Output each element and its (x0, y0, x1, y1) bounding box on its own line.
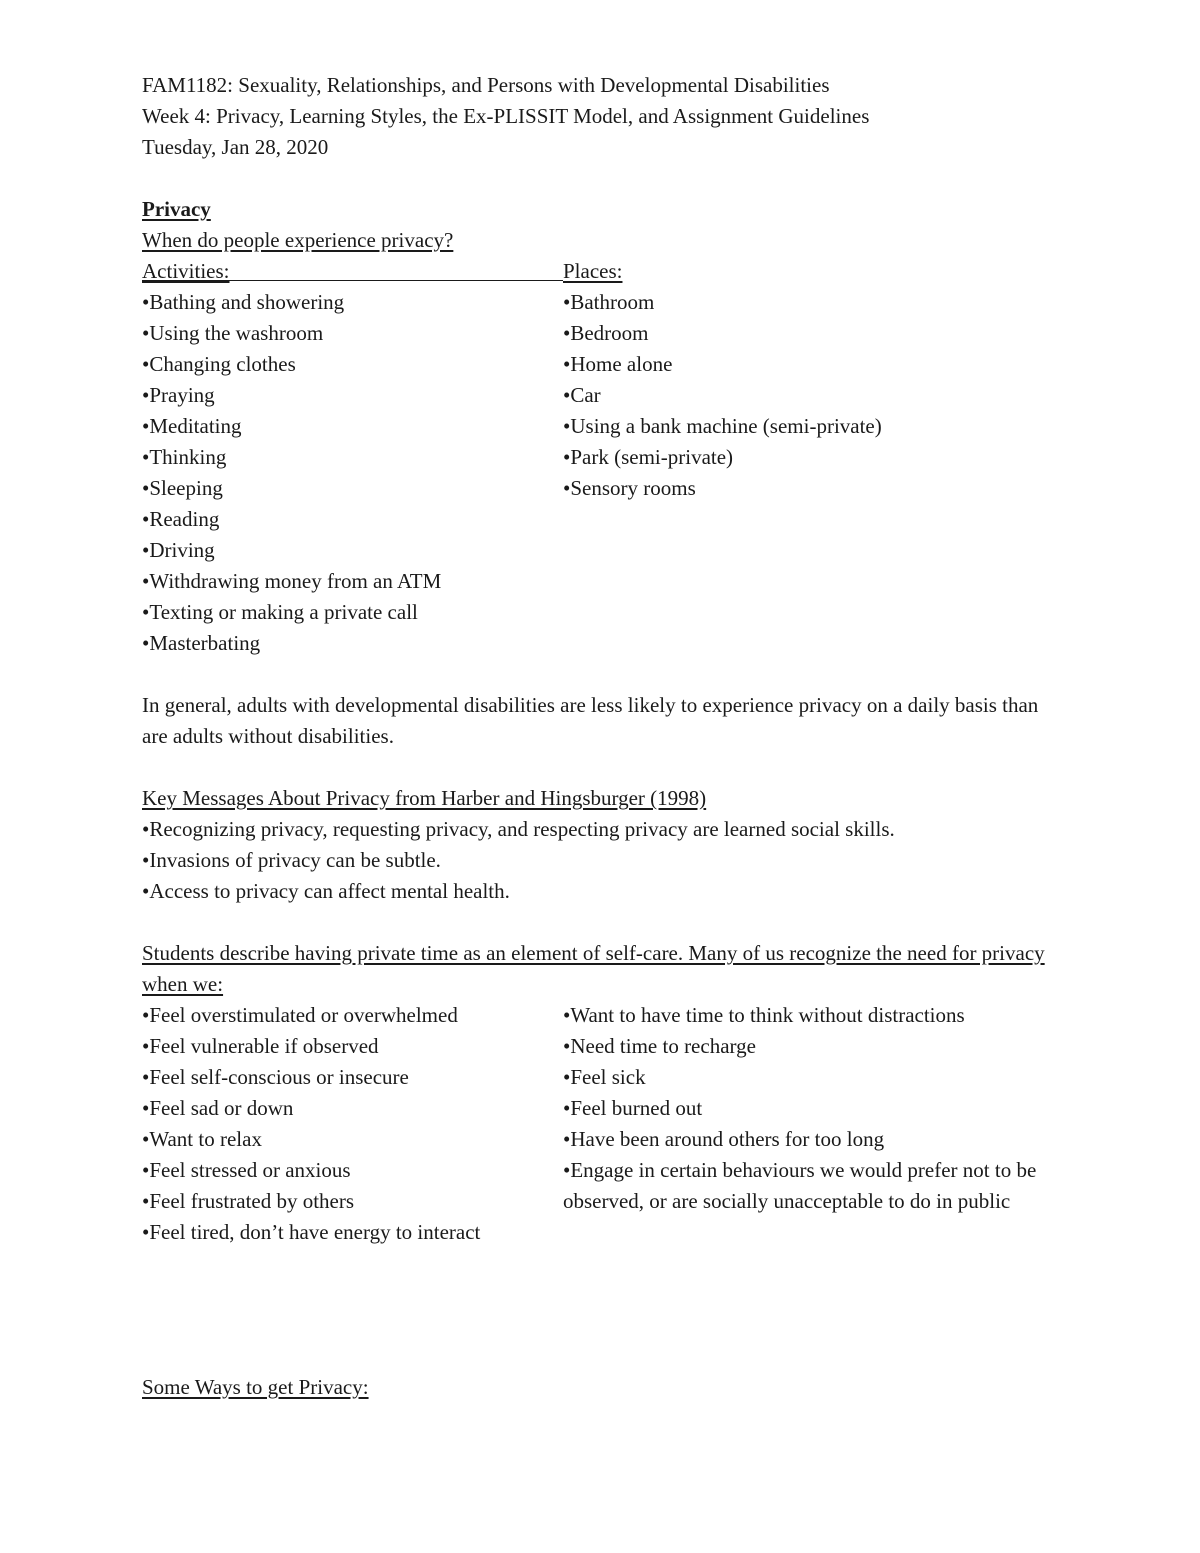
places-label: Places: (563, 259, 623, 283)
self-care-item: •Feel sick (563, 1065, 646, 1089)
general-statement: In general, adults with developmental disabilities are less likely to experience privacy on a daily basis than are adults without disabilities. (142, 693, 1039, 748)
activities-places-header (142, 256, 1062, 287)
course-title: FAM1182: Sexuality, Relationships, and Persons with Developmental Disabilities (142, 73, 830, 97)
place-item: •Car (563, 383, 601, 407)
self-care-item: •Feel stressed or anxious (142, 1158, 351, 1182)
activity-item: •Changing clothes (142, 352, 296, 376)
place-item: •Bedroom (563, 321, 649, 345)
self-care-item: •Have been around others for too long (563, 1127, 885, 1151)
activity-item: •Using the washroom (142, 321, 324, 345)
privacy-question: When do people experience privacy? (142, 228, 454, 252)
key-message-item: •Recognizing privacy, requesting privacy, and respecting privacy are learned social skills. (142, 817, 895, 841)
ways-to-get-privacy-heading: Some Ways to get Privacy: (142, 1375, 369, 1399)
key-messages-heading: Key Messages About Privacy from Harber and Hingsburger (1998) (142, 786, 707, 810)
place-item: •Park (semi-private) (563, 445, 734, 469)
self-care-item: •Feel vulnerable if observed (142, 1034, 379, 1058)
self-care-item: •Feel burned out (563, 1096, 703, 1120)
activity-item: •Praying (142, 383, 215, 407)
self-care-item: •Feel tired, don’t have energy to interact (142, 1220, 481, 1244)
lecture-date: Tuesday, Jan 28, 2020 (142, 135, 329, 159)
self-care-item: •Need time to recharge (563, 1034, 756, 1058)
activity-item: •Withdrawing money from an ATM (142, 569, 442, 593)
key-message-item: •Access to privacy can affect mental health. (142, 879, 510, 903)
self-care-left-list (142, 1000, 563, 1248)
privacy-heading: Privacy (142, 197, 211, 221)
place-item: •Home alone (563, 352, 673, 376)
activity-item: •Meditating (142, 414, 242, 438)
place-item: •Sensory rooms (563, 476, 696, 500)
self-care-heading: Students describe having private time as an element of self-care. Many of us recognize the need for privacy when we: (142, 941, 1045, 996)
activity-item: •Bathing and showering (142, 290, 345, 314)
week-title: Week 4: Privacy, Learning Styles, the Ex-PLISSIT Model, and Assignment Guidelines (142, 104, 870, 128)
activities-list (142, 287, 563, 659)
key-message-item: •Invasions of privacy can be subtle. (142, 848, 441, 872)
place-item: •Using a bank machine (semi-private) (563, 414, 882, 438)
self-care-columns (142, 1000, 1062, 1248)
activity-item: •Masterbating (142, 631, 261, 655)
self-care-item: •Want to have time to think without distractions (563, 1003, 965, 1027)
self-care-item: •Feel sad or down (142, 1096, 294, 1120)
self-care-item: •Engage in certain behaviours we would prefer not to be observed, or are socially unacceptable to do in public (563, 1158, 1037, 1213)
activities-places-columns (142, 287, 1062, 659)
activity-item: •Reading (142, 507, 220, 531)
self-care-right-list (563, 1000, 1062, 1248)
self-care-item: •Feel overstimulated or overwhelmed (142, 1003, 458, 1027)
self-care-item: •Want to relax (142, 1127, 262, 1151)
self-care-item: •Feel self-conscious or insecure (142, 1065, 409, 1089)
activity-item: •Texting or making a private call (142, 600, 418, 624)
activities-label: Activities: (142, 259, 230, 283)
places-list (563, 287, 1062, 659)
activity-item: •Sleeping (142, 476, 223, 500)
place-item: •Bathroom (563, 290, 655, 314)
activity-item: •Driving (142, 538, 215, 562)
self-care-item: •Feel frustrated by others (142, 1189, 355, 1213)
document-page (142, 70, 1062, 1403)
activity-item: •Thinking (142, 445, 227, 469)
